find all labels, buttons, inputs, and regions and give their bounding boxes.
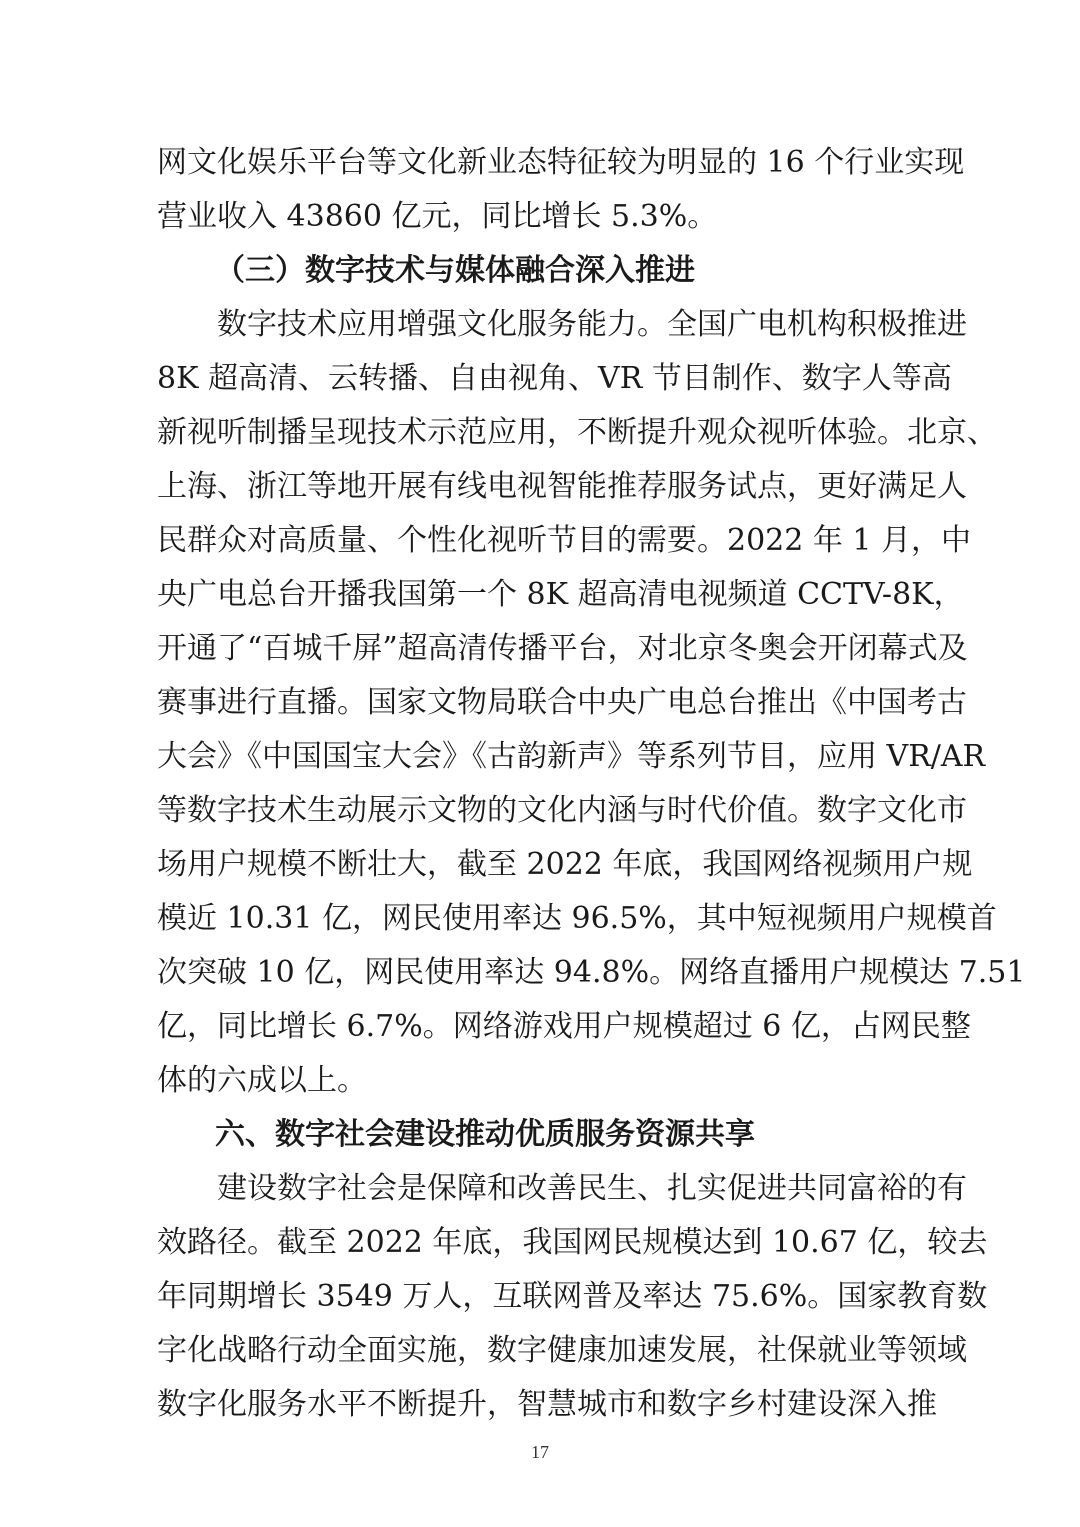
paragraph-line: 8K 超高清、云转播、自由视角、VR 节目制作、数字人等高 bbox=[157, 361, 952, 396]
paragraph-line: 数字化服务水平不断提升，智慧城市和数字乡村建设深入推 bbox=[157, 1387, 937, 1422]
paragraph-line: 体的六成以上。 bbox=[157, 1063, 367, 1098]
paragraph-line: 场用户规模不断壮大，截至 2022 年底，我国网络视频用户规 bbox=[157, 847, 973, 882]
section-heading: 六、数字社会建设推动优质服务资源共享 bbox=[215, 1117, 755, 1152]
paragraph-line: 字化战略行动全面实施，数字健康加速发展，社保就业等领域 bbox=[157, 1333, 967, 1368]
paragraph-line: 营业收入 43860 亿元，同比增长 5.3%。 bbox=[157, 199, 718, 234]
paragraph-line: 等数字技术生动展示文物的文化内涵与时代价值。数字文化市 bbox=[157, 793, 967, 828]
paragraph-line: 建设数字社会是保障和改善民生、扎实促进共同富裕的有 bbox=[217, 1171, 967, 1206]
paragraph-line: 网文化娱乐平台等文化新业态特征较为明显的 16 个行业实现 bbox=[157, 145, 965, 180]
document-body bbox=[157, 136, 1026, 1432]
paragraph-line: 年同期增长 3549 万人，互联网普及率达 75.6%。国家教育数 bbox=[157, 1279, 988, 1314]
paragraph-line: 大会》《中国国宝大会》《古韵新声》等系列节目，应用 VR/AR bbox=[157, 739, 986, 774]
paragraph-line: 新视听制播呈现技术示范应用，不断提升观众视听体验。北京、 bbox=[157, 415, 997, 450]
page-number: 17 bbox=[531, 1442, 549, 1462]
paragraph-line: 上海、浙江等地开展有线电视智能推荐服务试点，更好满足人 bbox=[157, 469, 967, 504]
paragraph-line: 数字技术应用增强文化服务能力。全国广电机构积极推进 bbox=[217, 307, 967, 342]
paragraph-line: 效路径。截至 2022 年底，我国网民规模达到 10.67 亿，较去 bbox=[157, 1225, 988, 1260]
paragraph-line: 民群众对高质量、个性化视听节目的需要。2022 年 1 月，中 bbox=[157, 523, 972, 558]
paragraph-line: 模近 10.31 亿，网民使用率达 96.5%，其中短视频用户规模首 bbox=[157, 901, 997, 936]
paragraph-line: 次突破 10 亿，网民使用率达 94.8%。网络直播用户规模达 7.51 bbox=[157, 955, 1026, 990]
section-heading: （三）数字技术与媒体融合深入推进 bbox=[215, 253, 695, 288]
paragraph-line: 开通了“百城千屏”超高清传播平台，对北京冬奥会开闭幕式及 bbox=[157, 631, 968, 666]
paragraph-line: 央广电总台开播我国第一个 8K 超高清电视频道 CCTV-8K， bbox=[157, 577, 964, 612]
paragraph-line: 亿，同比增长 6.7%。网络游戏用户规模超过 6 亿，占网民整 bbox=[157, 1009, 971, 1044]
paragraph-line: 赛事进行直播。国家文物局联合中央广电总台推出《中国考古 bbox=[157, 685, 967, 720]
